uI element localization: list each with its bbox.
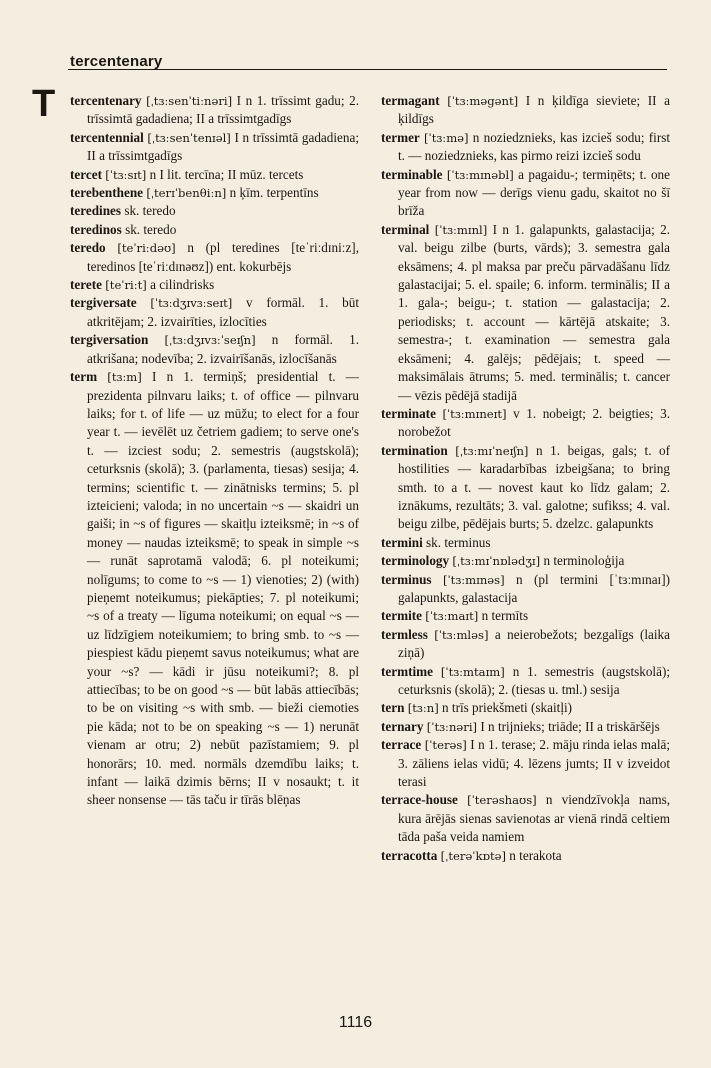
dictionary-entry bbox=[381, 847, 670, 865]
entry-definition: n 1. beigas, gals; t. of hostilities — karadarbības izbeigšana; to bring smth. to a t. — novest kaut ko līdz galam; 2. iznākums, rezultāts; 3. val. galotne; sufikss; 4. val. beigu zilbe, pēdējais burts; 5. dzelzc. galapunkts bbox=[398, 442, 671, 532]
entry-definition: n I lit. tercīna; II mūz. tercets bbox=[149, 166, 304, 182]
entry-definition: I n 1. termiņš; presidential t. — prezidenta pilnvaru laiks; t. of office — pilnvaru laiks; for t. of life — uz mūžu; to elect for a four year t. — ievēlēt uz četriem gadiem; to serve one's t. — izciest sodu; 2. semestris (augstskolā); ceturksnis (skolā); 3. (parlamenta, tiesas) sesija; 4. termins; scientific t. — zinātnisks termins; 5. pl izteicieni; valoda; in no uncertain ~s — skaidri un gaiši; in ~s of figures — skaitļu izteiksmē; in ~s of money — naudas izteiksmē; to speak in simple ~s — runāt saprotamā valodā; 6. pl noteikumi; nolīgums; to come to ~s — 1) vienoties; 2) (with) pieņemt noteikumus; piekāpties; 7. pl noteikumi; ~s of a treaty — līguma noteikumi; on equal ~s — uz līdzīgiem noteikumiem; to bring smb. to ~s — piespiest kādu pieņemt savus noteikumus; what are your ~s? — kādi ir jūsu noteikumi?; 8. pl attiecības; to be on good ~s — būt labās attiecībās; to be on visiting ~s with smb. — bieži ciemoties pie kāda; not to be on speaking ~s — 1) nerunāt vienam ar otru; 2) nebūt pazīstamiem; 9. pl honorārs; 10. med. normāls dzemdību laiks; t. infant — laikā dzimis bērns; II v nosaukt; t. it sheer nonsense — tās taču ir tīrās blēņas bbox=[87, 369, 359, 808]
entry-headword: teredinos bbox=[70, 221, 122, 237]
entry-headword: termini bbox=[381, 534, 423, 550]
entry-definition: sk. terminus bbox=[426, 534, 491, 550]
entry-definition: n (pl teredines [teˈriːdɪniːz], teredinos [teˈriːdɪnəʊz]) ent. kokurbējs bbox=[87, 240, 359, 274]
entry-definition: a pagaidu-; termiņēts; t. one year from now — derīgs vienu gadu, skaitot no šī brīža bbox=[398, 166, 671, 219]
dictionary-entry bbox=[70, 184, 359, 202]
entry-headword: tern bbox=[381, 700, 405, 716]
dictionary-entry bbox=[381, 571, 670, 608]
entry-pronunciation: [ˌtɜːsenˈtiːnəri] bbox=[146, 94, 233, 108]
entry-pronunciation: [ˈtɜːmɪneɪt] bbox=[442, 406, 507, 421]
entry-pronunciation: [ˈtɜːmtaɪm] bbox=[440, 664, 505, 679]
entry-headword: terete bbox=[70, 277, 102, 293]
entry-definition: I n 1. terase; 2. māju rinda ielas malā; 3. zāliens ielas vidū; 4. lēzens jumts; II v izveidot terasi bbox=[398, 737, 670, 790]
entry-definition: n (pl termini [ˈtɜːmɪnaɪ]) galapunkts, galastacija bbox=[398, 571, 670, 605]
page-number: 1116 bbox=[338, 1014, 373, 1031]
entry-definition: I n trijnieks; triāde; II a triskāršējs bbox=[480, 718, 660, 734]
entry-pronunciation: [ˌtɜːdʒɪvɜːˈseɪʃn] bbox=[164, 333, 256, 348]
dictionary-entry bbox=[381, 791, 670, 846]
entry-headword: termless bbox=[381, 626, 428, 642]
entry-headword: terminus bbox=[381, 571, 432, 587]
entry-pronunciation: [ˈtɜːmɪnl] bbox=[434, 222, 488, 237]
left-column bbox=[70, 92, 359, 810]
entry-headword: tergiversate bbox=[70, 295, 137, 311]
entry-pronunciation: [ˈtɜːsɪt] bbox=[105, 167, 147, 182]
entry-pronunciation: [ˈtɜːmɪnəbl] bbox=[446, 167, 514, 182]
dictionary-entry bbox=[70, 221, 359, 239]
entry-pronunciation: [ˈterəs] bbox=[424, 738, 467, 753]
entry-headword: terminate bbox=[381, 405, 436, 421]
dictionary-entry bbox=[381, 718, 670, 736]
dictionary-entry bbox=[70, 331, 359, 368]
entry-pronunciation: [ˌtɜːmɪˈnɒlədʒɪ] bbox=[452, 554, 541, 569]
dictionary-entry bbox=[381, 221, 670, 405]
entry-definition: n terakota bbox=[509, 847, 562, 863]
dictionary-entry bbox=[70, 368, 359, 810]
entry-headword: terminology bbox=[381, 553, 450, 569]
entry-definition: n noziedznieks, kas izcieš sodu; first t. — noziedznieks, kas pirmo reizi izcieš sodu bbox=[398, 129, 671, 164]
entry-pronunciation: [ˈtɜːdʒɪvɜːseɪt] bbox=[150, 296, 233, 311]
entry-pronunciation: [ˌtɜːmɪˈneɪʃn] bbox=[455, 443, 529, 458]
entry-definition: I n ķildīga sieviete; II a ķildīgs bbox=[398, 93, 670, 127]
entry-definition: n ķīm. terpentīns bbox=[229, 185, 319, 201]
entry-headword: teredines bbox=[70, 203, 122, 219]
entry-pronunciation: [ˈtɜːnəri] bbox=[426, 719, 478, 734]
dictionary-entry bbox=[381, 626, 670, 663]
entry-pronunciation: [ˌtɜːsenˈtenɪəl] bbox=[147, 130, 231, 145]
dictionary-entry bbox=[70, 276, 359, 294]
header-rule bbox=[68, 69, 667, 70]
dictionary-entry bbox=[70, 129, 359, 166]
entry-definition: n trīs priekšmeti (skaitļi) bbox=[442, 700, 573, 716]
entry-headword: termtime bbox=[381, 663, 433, 679]
entry-headword: terrace-house bbox=[381, 792, 458, 808]
entry-definition: n 1. semestris (augstskolā); ceturksnis (skolā); 2. (tiesas u. tml.) sesija bbox=[398, 663, 671, 697]
entry-headword: terminable bbox=[381, 166, 443, 182]
dictionary-entry bbox=[381, 663, 670, 700]
entry-pronunciation: [ˈtɜːmaɪt] bbox=[425, 609, 479, 624]
entry-definition: n terminoloģija bbox=[543, 553, 625, 569]
entry-headword: teredo bbox=[70, 240, 106, 256]
dictionary-entry bbox=[70, 294, 359, 331]
entry-headword: terebenthene bbox=[70, 185, 144, 201]
dictionary-entry bbox=[381, 552, 670, 570]
entry-headword: terminal bbox=[381, 221, 430, 237]
entry-definition: n formāl. 1. atkrišana; nodevība; 2. izvairīšanās, izlocīšanās bbox=[87, 332, 360, 366]
entry-definition: I n trīssimtā gadadiena; II a trīssimtgadīgs bbox=[87, 129, 359, 164]
section-letter: T bbox=[32, 83, 56, 125]
entry-pronunciation: [teˈriːdəʊ] bbox=[117, 241, 176, 256]
entry-pronunciation: [teˈriːt] bbox=[105, 278, 147, 293]
dictionary-entry bbox=[381, 166, 670, 221]
entry-headword: tercet bbox=[70, 166, 102, 182]
entry-definition: I n 1. galapunkts, galastacija; 2. val. beigu zilbe (burts, vārds); 3. semestra gala eksāmens; 4. pl maksa par preču pārvadāšanu līdz galastacijai; 5. el. spaile; 6. inform. terminālis; II a 1. gala-; beigu-; t. station — galastacija; 2. periodisks; t. account — kārtējā atskaite; 3. semestra-; t. examination — semestra gala eksāmeni; 4. galējs; pēdējais; t. speed — maksimālais ātrums; 5. med. terminālis; t. cancer — vēzis pēdējā stadijā bbox=[398, 221, 671, 403]
entry-definition: sk. teredo bbox=[124, 203, 176, 219]
dictionary-entry bbox=[381, 534, 670, 552]
entry-headword: termination bbox=[381, 442, 448, 458]
entry-pronunciation: [ˈtɜːmɪnəs] bbox=[442, 572, 505, 587]
dictionary-entry bbox=[70, 239, 359, 276]
entry-definition: a cilindrisks bbox=[150, 277, 215, 293]
entry-definition: v 1. nobeigt; 2. beigties; 3. norobežot bbox=[398, 405, 671, 440]
dictionary-entry bbox=[381, 92, 670, 129]
entry-definition: n viendzīvokļa nams, kura ārējās sienas savienotas ar vienā rindā celtiem tāda paša veida namiem bbox=[398, 792, 671, 845]
dictionary-entry bbox=[381, 736, 670, 791]
dictionary-entry bbox=[70, 92, 359, 129]
entry-pronunciation: [ˌterəˈkɒtə] bbox=[440, 848, 506, 863]
entry-definition: sk. teredo bbox=[125, 221, 177, 237]
entry-headword: tergiversation bbox=[70, 332, 149, 348]
dictionary-entry bbox=[381, 405, 670, 442]
entry-pronunciation: [ˌterɪˈbenθiːn] bbox=[146, 186, 227, 201]
entry-definition: a neierobežots; bezgalīgs (laika ziņā) bbox=[398, 626, 671, 661]
entry-headword: tercentennial bbox=[70, 129, 144, 145]
running-head: tercentenary bbox=[70, 53, 163, 70]
entry-definition: v formāl. 1. būt atkritējam; 2. izvairīties, izlocīties bbox=[87, 295, 359, 329]
entry-headword: termer bbox=[381, 129, 420, 145]
dictionary-entry bbox=[381, 442, 670, 534]
entry-pronunciation: [ˈtɜːmə] bbox=[424, 130, 469, 145]
entry-pronunciation: [ˈtɜːməgənt] bbox=[447, 94, 519, 108]
dictionary-entry bbox=[381, 607, 670, 625]
dictionary-entry bbox=[381, 699, 670, 717]
entry-headword: termite bbox=[381, 608, 422, 624]
entry-headword: terracotta bbox=[381, 847, 438, 863]
entry-pronunciation: [ˈtɜːmləs] bbox=[434, 627, 489, 642]
dictionary-entry bbox=[70, 202, 359, 220]
right-column bbox=[381, 92, 670, 865]
entry-headword: termagant bbox=[381, 93, 440, 108]
entry-headword: term bbox=[70, 369, 98, 385]
entry-headword: terrace bbox=[381, 737, 422, 753]
dictionary-entry bbox=[70, 166, 359, 184]
entry-headword: ternary bbox=[381, 718, 424, 734]
entry-definition: n termīts bbox=[481, 608, 529, 624]
entry-pronunciation: [tɜːm] bbox=[107, 370, 142, 385]
entry-headword: tercentenary bbox=[70, 93, 142, 108]
entry-pronunciation: [tɜːn] bbox=[407, 701, 439, 716]
dictionary-entry bbox=[381, 129, 670, 166]
entry-pronunciation: [ˈterəshaʊs] bbox=[467, 793, 537, 808]
entry-definition: I n 1. trīssimt gadu; 2. trīssimtā gadadiena; II a trīssimtgadīgs bbox=[87, 93, 359, 127]
